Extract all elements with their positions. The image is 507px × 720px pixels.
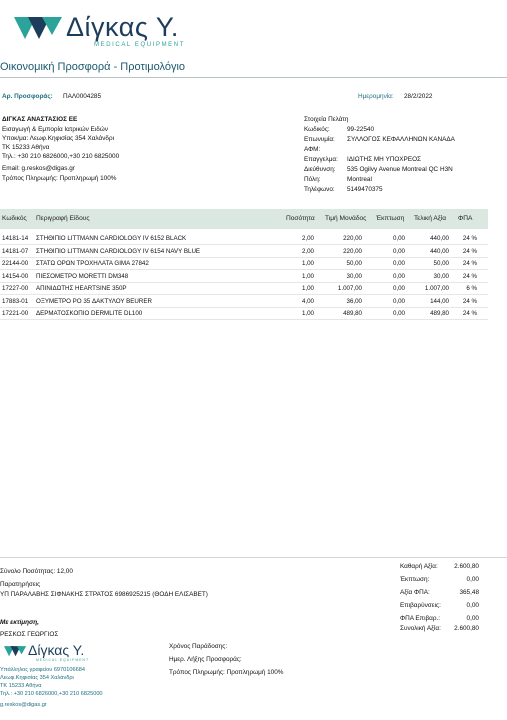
totals-value: 2.600,80 (454, 625, 479, 632)
table-cell: 144,00 (430, 297, 449, 305)
customer-heading: Στοιχεία Πελάτη (304, 116, 349, 123)
regards-text: Με εκτίμηση, (0, 619, 39, 626)
totals-label: Έκπτωση: (400, 576, 430, 583)
totals-value: 365,48 (459, 589, 479, 596)
seller-name: ΔΙΓΚΑΣ ΑΝΑΣΤΑΣΙΟΣ ΕΕ (2, 116, 78, 123)
totals-label: Καθαρή Αξία: (400, 563, 438, 570)
table-cell: 440,00 (430, 235, 449, 242)
table-cell: 0,00 (392, 285, 405, 292)
footer-divider (0, 557, 507, 558)
seller-email: Email: g.reskos@digas.gr (2, 165, 75, 172)
logo-subtitle: MEDICAL EQUIPMENT (94, 42, 185, 48)
row-divider (0, 257, 488, 258)
table-cell: 24 % (462, 297, 477, 305)
contact-line: Τηλ.: +30 210 6826000,+30 210 6825000 (0, 691, 103, 697)
signer-name: ΡΕΣΚΟΣ ΓΕΩΡΓΙΟΣ (0, 631, 59, 638)
footer-logo-text: Δίγκας Υ. (28, 642, 85, 658)
seller-line: Εισαγωγή & Εμπορία Ιατρικών Ειδών (2, 126, 108, 133)
table-cell: 2,00 (301, 235, 314, 242)
totals-value: 0,00 (466, 576, 479, 583)
table-cell: 0,00 (392, 297, 405, 305)
table-cell: 1,00 (301, 310, 314, 317)
customer-name-label: Επωνυμία: (304, 136, 335, 143)
seller-line: ΤΚ 15233 Αθήνα (2, 144, 50, 151)
table-cell: 0,00 (392, 247, 405, 255)
table-cell: ΔΕΡΜΑΤΟΣΚΟΠΙΟ DERMLITE DL100 (36, 310, 143, 317)
table-cell: 14181-14 (2, 235, 29, 242)
offer-number-value: ΠΑΛ0004285 (63, 93, 102, 100)
totals-label: Επιβαρύνσεις: (400, 602, 441, 609)
table-cell: 22144-00 (2, 260, 29, 267)
totals-label: Συνολική Αξία: (400, 625, 441, 632)
customer-city-label: Πόλη: (304, 176, 321, 183)
date-label: Ημερομηνία: (358, 93, 394, 100)
notes-label: Παρατηρήσεις (0, 581, 41, 588)
table-cell: 4,00 (301, 297, 314, 305)
seller-payment: Τρόπος Πληρωμής: Προπληρωμή 100% (2, 175, 117, 182)
logo-mark-icon (14, 17, 66, 47)
contact-line: Υπάλληλος γραφείου 6970106684 (0, 667, 85, 673)
table-cell: 14181-07 (2, 247, 29, 255)
row-divider (0, 269, 488, 270)
column-header-final-value: Τελική Αξία (414, 215, 447, 222)
totals-label: ΦΠΑ Επιβαρ.: (400, 615, 441, 622)
totals-value: 2.600,80 (454, 563, 479, 570)
column-header-quantity: Ποσότητα (286, 215, 315, 222)
customer-address-value: 535 Ogilvy Avenue Montreal QC H3N (347, 166, 453, 173)
row-divider (0, 282, 488, 283)
table-cell: 489,80 (343, 310, 362, 317)
customer-phone-value: 5149470375 (347, 186, 383, 193)
table-cell: 24 % (462, 310, 477, 317)
row-divider (0, 244, 488, 245)
quantity-total: Σύνολο Ποσότητας: 12,00 (0, 568, 73, 575)
table-cell: 1,00 (301, 285, 314, 292)
customer-job-value: ΙΔΙΩΤΗΣ ΜΗ ΥΠΟΧΡΕΟΣ (347, 156, 421, 163)
table-cell: 220,00 (343, 235, 362, 242)
date-value: 28/2/2022 (404, 93, 433, 100)
notes-value: ΥΠ ΠΑΡΑΛΑΒΗΣ ΣΙΦΝΑΚΗΣ ΣΤΡΑΤΟΣ 6986925215 (ΘΟΔΗ ΕΛΙΣΑΒΕΤ) (0, 591, 208, 598)
table-cell: ΣΤΗΘΙΠΙΟ LITTMANN CARDIOLOGY IV 6152 BLACK (36, 235, 187, 242)
table-cell: ΑΠΙΝΙΔΩΤΗΣ HEARTSINE 350P (36, 285, 127, 292)
table-cell: 14154-00 (2, 272, 29, 280)
customer-address-label: Διεύθυνση: (304, 166, 336, 173)
customer-name-value: ΣΥΛΛΟΓΟΣ ΚΕΦΑΛΛΗΝΩΝ ΚΑΝΑΔΑ (347, 136, 455, 143)
table-cell: 30,00 (433, 272, 449, 280)
seller-phone: Τηλ.: +30 210 6826000,+30 210 6825000 (2, 153, 120, 160)
table-cell: 24 % (462, 235, 477, 242)
table-cell: 0,00 (392, 235, 405, 242)
table-cell: 0,00 (392, 260, 405, 267)
table-cell: 1.007,00 (337, 285, 362, 292)
contact-email: g.reskos@digas.gr (0, 702, 47, 708)
table-cell: 50,00 (433, 260, 449, 267)
column-header-description: Περιγραφή Είδους (36, 215, 90, 222)
table-cell: 0,00 (392, 310, 405, 317)
table-cell: 50,00 (346, 260, 362, 267)
row-divider (0, 307, 488, 308)
table-cell: ΠΙΕΣΟΜΕΤΡΟ MORETTI DM348 (36, 272, 129, 280)
customer-city-value: Montreal (347, 176, 372, 183)
table-cell: ΟΞΥΜΕΤΡΟ PO 35 ΔΑΚΤΥΛΟΥ BEURER (36, 297, 152, 305)
row-divider (0, 294, 488, 295)
table-cell: 2,00 (301, 247, 314, 255)
table-cell: 1.007,00 (424, 285, 449, 292)
logo-text: Δίγκας Υ. (66, 12, 179, 42)
footer-logo-subtitle: MEDICAL EQUIPMENT (36, 658, 90, 662)
offer-expiry-label: Ημερ. Λήξης Προσφοράς: (169, 656, 242, 663)
column-header-code: Κωδικός (2, 215, 27, 222)
totals-value: 0,00 (466, 602, 479, 609)
customer-phone-label: Τηλέφωνο: (304, 186, 335, 193)
table-cell: 1,00 (301, 260, 314, 267)
table-cell: 489,80 (430, 310, 449, 317)
table-cell: 17227-00 (2, 285, 29, 292)
table-cell: 17221-00 (2, 310, 29, 317)
document-title: Οικονομική Προσφορά - Προτιμολόγιο (0, 61, 186, 73)
table-cell: 24 % (462, 260, 477, 267)
row-divider (0, 319, 488, 320)
title-divider (0, 77, 507, 78)
column-header-unit-price: Τιμή Μονάδος (325, 215, 367, 222)
seller-line: Υποκ/μα: Λεωφ.Κηφισίας 354 Χαλάνδρι (2, 135, 114, 142)
contact-line: ΤΚ 15233 Αθήνα (0, 683, 42, 689)
logo-mark-icon (4, 646, 28, 660)
customer-job-label: Επαγγελμα: (304, 156, 338, 163)
table-cell: 30,00 (346, 272, 362, 280)
table-cell: 6 % (466, 285, 477, 292)
table-cell: ΣΤΑΤΩ ΟΡΩΝ ΤΡΟΧΗΛΑΤΑ GIMA 27842 (36, 260, 149, 267)
table-cell: 24 % (462, 247, 477, 255)
table-cell: 36,00 (346, 297, 362, 305)
table-cell: 0,00 (392, 272, 405, 280)
totals-label: Αξία ΦΠΑ: (400, 589, 430, 596)
contact-line: Λεωφ.Κηφισίας 354 Χαλάνδρι (0, 675, 74, 681)
customer-code-value: 99-22540 (347, 126, 375, 133)
offer-number-label: Αρ. Προσφοράς: (2, 93, 53, 100)
footer-payment: Τρόπος Πληρωμής: Προπληρωμή 100% (169, 669, 284, 676)
totals-value: 0,00 (466, 615, 479, 622)
table-cell: 440,00 (430, 247, 449, 255)
table-header (0, 209, 488, 229)
column-header-vat: ΦΠΑ (458, 215, 473, 222)
table-cell: 17883-01 (2, 297, 29, 305)
table-cell: 220,00 (343, 247, 362, 255)
table-cell: 24 % (462, 272, 477, 280)
table-cell: 1,00 (301, 272, 314, 280)
column-header-discount: Έκπτωση (376, 215, 405, 222)
customer-afm-label: ΑΦΜ: (304, 146, 321, 153)
customer-code-label: Κωδικός: (304, 126, 330, 133)
delivery-time-label: Χρόνος Παράδοσης: (169, 643, 228, 650)
table-cell: ΣΤΗΘΙΠΙΟ LITTMANN CARDIOLOGY IV 6154 NAVY BLUE (36, 247, 201, 255)
